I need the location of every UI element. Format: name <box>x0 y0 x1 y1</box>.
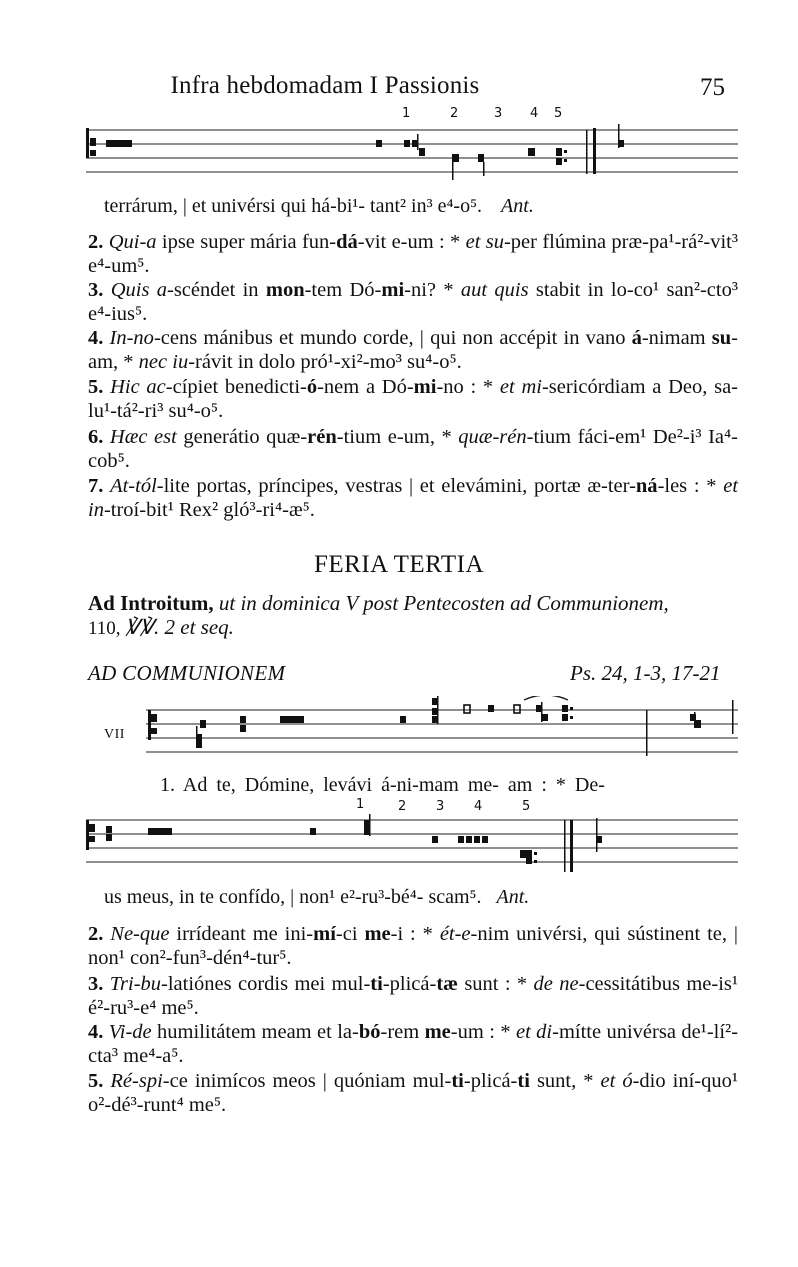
chant-staff-1 <box>86 124 738 188</box>
communion-lyric-1: 1. Ad te, Dómine, levávi á-ni-mam me- am : * De- <box>160 774 605 796</box>
section-title: FERIA TERTIA <box>313 551 484 578</box>
tone-number-5: 5 <box>522 799 531 814</box>
tone-number-3: 3 <box>494 106 503 121</box>
mode-label: VII <box>104 727 125 742</box>
running-head: Infra hebdomadam I Passionis <box>170 72 480 99</box>
tone-number-2: 2 <box>398 799 407 814</box>
tone-number-4: 4 <box>474 799 483 814</box>
page-number: 75 <box>700 74 725 101</box>
communion-heading: AD COMMUNIONEM <box>88 661 286 685</box>
verse-4b: 4. Vi-de humilitátem meam et la-bó-rem me-um : * et di-mítte univérsa de¹-lí²-cta³ me⁴-a⁵. <box>88 1021 739 1067</box>
chant-staff-3 <box>86 814 738 882</box>
verse-3b: 3. Tri-bu-latiónes cordis mei mul-ti-plicá-tæ sunt : * de ne-cessitátibus me-is¹ é²-ru³-e⁴ me⁵. <box>88 973 739 1019</box>
verse-7: 7. At-tól-lite portas, príncipes, vestras | et elevámini, portæ æ-ter-ná-les : * et in-troí-bit¹ Rex² gló³-ri⁴-æ⁵. <box>88 475 739 521</box>
verse-4: 4. In-no-cens mánibus et mundo corde, | qui non accépit in vano á-nimam su-am, * nec iu-rávit in dolo pró¹-xi²-mo³ su⁴-o⁵. <box>88 327 738 373</box>
antiphon-marker: Ant. <box>501 195 534 217</box>
tone-number-2: 2 <box>450 106 459 121</box>
tone-number-1: 1 <box>356 797 365 812</box>
verse-5: 5. Hic ac-cípiet benedicti-ó-nem a Dó-mi-no : * et mi-sericórdiam a Deo, sa-lu¹-tá²-ri³ su⁴-o⁵. <box>88 376 739 422</box>
psalm-reference: Ps. 24, 1-3, 17-21 <box>570 661 721 685</box>
verse-2b: 2. Ne-que irrídeant me ini-mí-ci me-i : * ét-e-nim univérsi, qui sústinent te, | non¹ con²-fun³-dén⁴-tur⁵. <box>88 923 739 969</box>
communion-lyric-2: us meus, in te confído, | non¹ e²-ru³-bé⁴- scam⁵. Ant. <box>104 886 530 908</box>
verse-5b: 5. Ré-spi-ce inimícos meos | quóniam mul-ti-plicá-ti sunt, * et ó-dio iní-quo¹ o²-dé³-runt⁴ me⁵. <box>88 1070 739 1116</box>
verse-6: 6. Hæc est generátio quæ-rén-tium e-um, * quæ-rén-tium fáci-em¹ De²-i³ Ia⁴-cob⁵. <box>88 426 738 472</box>
verse-3: 3. Quis a-scéndet in mon-tem Dó-mi-ni? * aut quis stabit in lo-co¹ san²-cto³ e⁴-ius⁵. <box>88 279 738 325</box>
lyric-text: terrárum, | et univérsi qui há-bi¹- tant² in³ e⁴-o⁵. <box>104 195 483 217</box>
tone-number-4: 4 <box>530 106 539 121</box>
staff1-lyric <box>104 195 534 218</box>
tone-number-5: 5 <box>554 106 563 121</box>
verse-2: 2. Qui-a ipse super mária fun-dá-vit e-um : * et su-per flúmina præ-pa¹-rá²-vit³ e⁴-um⁵. <box>88 231 738 277</box>
introit-rubric: Ad Introitum, ut in dominica V post Pentecosten ad Communionem, 110, ℣℣. 2 et seq. <box>88 591 669 639</box>
antiphon-marker: Ant. <box>496 886 530 908</box>
tone-number-1: 1 <box>402 106 411 121</box>
tone-number-3: 3 <box>436 799 445 814</box>
chant-staff-2 <box>146 696 738 764</box>
